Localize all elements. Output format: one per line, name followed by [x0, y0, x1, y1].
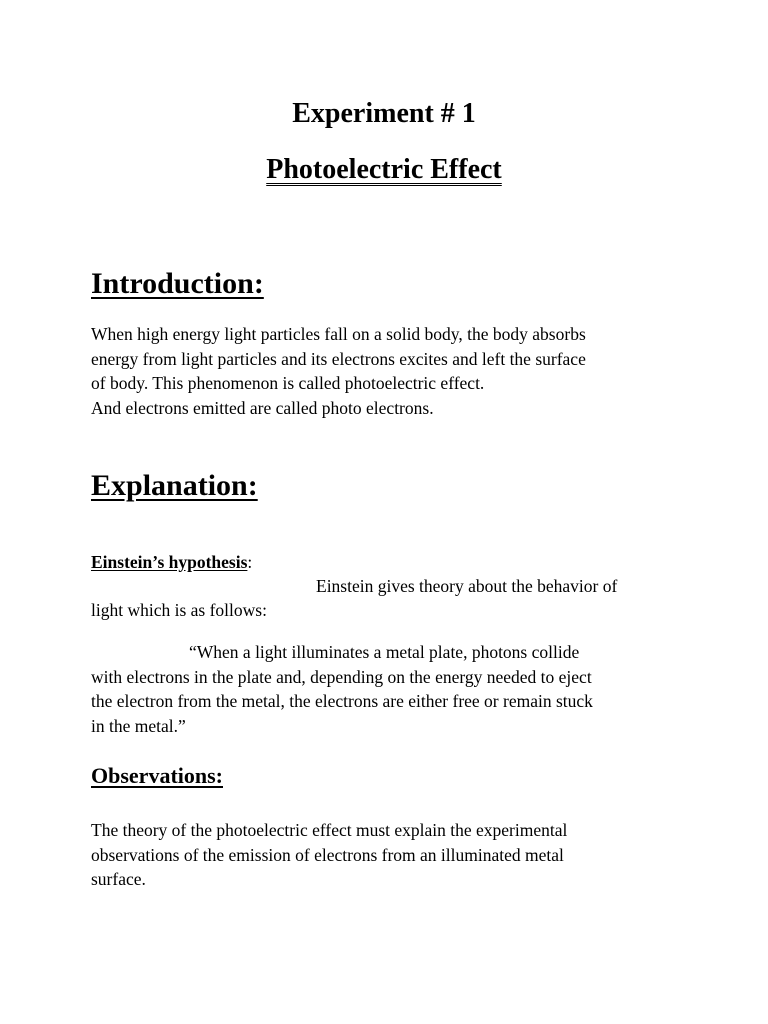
quote-line: the electron from the metal, the electrons are either free or remain stuck	[91, 691, 593, 711]
introduction-line: of body. This phenomenon is called photoelectric effect.	[91, 373, 485, 393]
einstein-quote	[91, 640, 681, 738]
hypothesis-continuation: Einstein gives theory about the behavior of	[316, 576, 618, 596]
document-title	[0, 152, 768, 188]
quote-line: in the metal.”	[91, 715, 186, 736]
quote-line: “When a light illuminates a metal plate, photons collide	[189, 642, 580, 662]
hypothesis-colon: :	[247, 552, 253, 572]
observations-line: The theory of the photoelectric effect must explain the experimental	[91, 820, 568, 840]
experiment-number: Experiment # 1	[292, 98, 476, 129]
quote-line: with electrons in the plate and, depending on the energy needed to eject	[91, 666, 592, 687]
introduction-paragraph	[91, 322, 681, 420]
introduction-line: When high energy light particles fall on a solid body, the body absorbs	[91, 324, 586, 344]
observations-heading: Observations:	[91, 763, 223, 788]
hypothesis-label-text: Einstein’s hypothesis	[91, 552, 248, 572]
hypothesis-label	[91, 550, 252, 574]
hypothesis-tail: light which is as follows:	[91, 600, 267, 620]
observations-line: surface.	[91, 869, 146, 889]
document-title-text: Photoelectric Effect	[266, 154, 502, 185]
observations-line: observations of the emission of electrons from an illuminated metal	[91, 844, 564, 865]
introduction-line: energy from light particles and its electrons excites and left the surface	[91, 348, 586, 369]
introduction-heading: Introduction:	[91, 267, 264, 300]
observations-paragraph	[91, 818, 681, 892]
explanation-heading: Explanation:	[91, 469, 258, 502]
introduction-line: And electrons emitted are called photo electrons.	[91, 397, 434, 418]
